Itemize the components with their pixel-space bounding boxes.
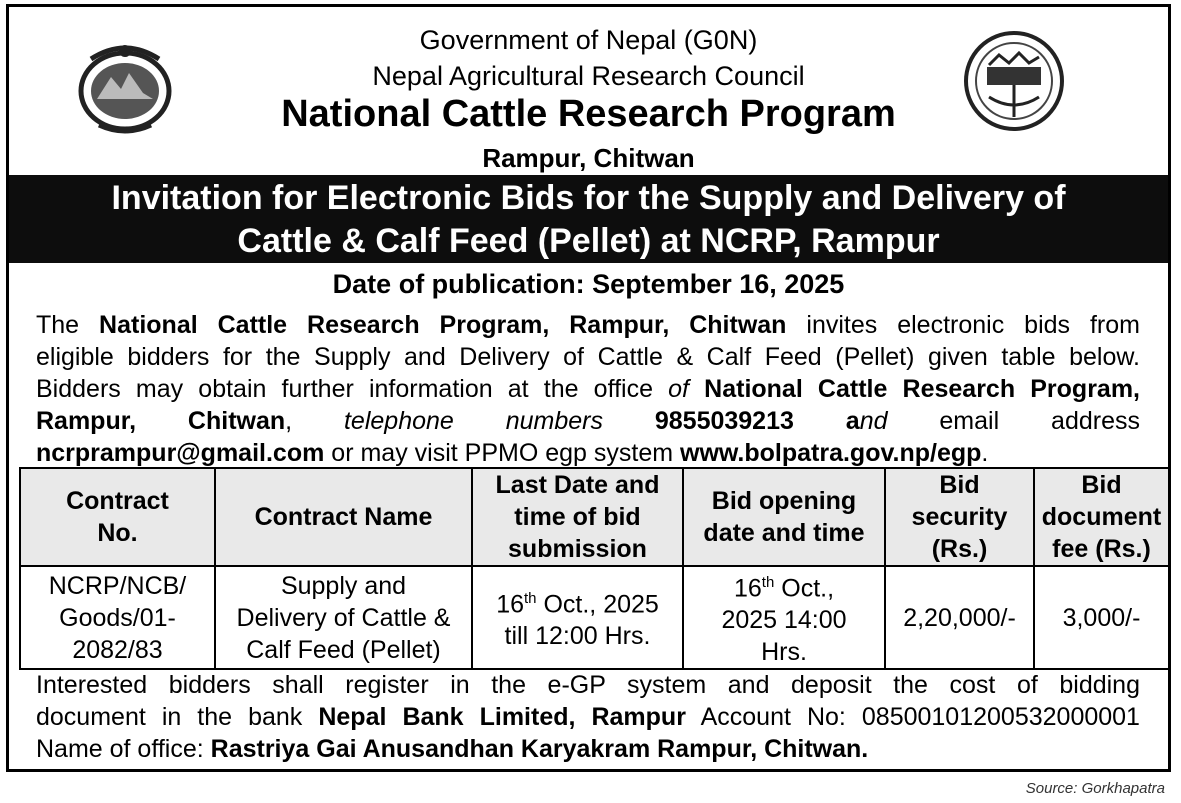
banner-line-1: Invitation for Electronic Bids for the Supply and Delivery of xyxy=(111,179,1066,217)
organization-name: National Cattle Research Program, Rampur, Chitwan xyxy=(99,311,787,339)
program-title: National Cattle Research Program xyxy=(281,93,896,135)
intro-line-5: ncrprampur@gmail.com or may visit PPMO egp system www.bolpatra.gov.np/egp. xyxy=(36,439,989,467)
invitation-banner xyxy=(9,175,1168,263)
banner-line-2: Cattle & Calf Feed (Pellet) at NCRP, Rampur xyxy=(237,222,940,260)
header-document-fee: Bid document fee (Rs.) xyxy=(1034,468,1169,566)
cell-document-fee: 3,000/- xyxy=(1034,566,1169,669)
government-line: Government of Nepal (G0N) xyxy=(419,25,758,55)
header-last-date: Last Date and time of bid submission xyxy=(472,468,683,566)
intro-line-1: The National Cattle Research Program, Rampur, Chitwan invites electronic bids from xyxy=(36,311,1140,339)
cell-bid-security: 2,20,000/- xyxy=(885,566,1034,669)
bank-name: Nepal Bank Limited, Rampur xyxy=(318,703,686,731)
intro-paragraph xyxy=(36,309,1140,469)
cell-bid-opening: 16th Oct., 2025 14:00 Hrs. xyxy=(683,566,885,669)
cell-contract-name: Supply and Delivery of Cattle & Calf Feed (Pellet) xyxy=(215,566,472,669)
header-bid-security: Bid security (Rs.) xyxy=(885,468,1034,566)
footer-line-1: Interested bidders shall register in the e-GP system and deposit the cost of bidding xyxy=(36,671,1140,699)
header-contract-name: Contract Name xyxy=(215,468,472,566)
bid-table xyxy=(19,467,1170,670)
egp-url: www.bolpatra.gov.np/egp xyxy=(680,439,982,467)
intro-line-4: Rampur, Chitwan, telephone numbers 9855039213 and email address xyxy=(36,407,1140,435)
publication-date: Date of publication: September 16, 2025 xyxy=(332,269,845,299)
table-header-row xyxy=(20,468,1169,566)
header-bid-opening: Bid opening date and time xyxy=(683,468,885,566)
table-row xyxy=(20,566,1169,669)
notice-header xyxy=(9,7,1168,177)
council-line: Nepal Agricultural Research Council xyxy=(372,61,805,91)
account-number: Account No: 08500101200532000001 xyxy=(700,703,1140,731)
telephone-number: 9855039213 xyxy=(654,407,794,435)
program-location: Rampur, Chitwan xyxy=(482,143,695,173)
footer-line-2: document in the bank Nepal Bank Limited, Rampur Account No: 08500101200532000001 xyxy=(36,703,1140,731)
intro-line-3: Bidders may obtain further information at the office of National Cattle Research Program, xyxy=(36,375,1140,403)
intro-line-2: eligible bidders for the Supply and Delivery of Cattle & Calf Feed (Pellet) given table below. xyxy=(36,343,1140,371)
source-credit: Source: Gorkhapatra xyxy=(1025,780,1165,797)
header-contract-no: Contract No. xyxy=(20,468,215,566)
footer-paragraph xyxy=(36,669,1140,765)
cell-last-date: 16th Oct., 2025 till 12:00 Hrs. xyxy=(472,566,683,669)
footer-line-3: Name of office: Rastriya Gai Anusandhan Karyakram Rampur, Chitwan. xyxy=(36,735,869,763)
office-name: Rastriya Gai Anusandhan Karyakram Rampur, Chitwan. xyxy=(210,735,869,763)
cell-contract-no: NCRP/NCB/ Goods/01- 2082/83 xyxy=(20,566,215,669)
email-address: ncrprampur@gmail.com xyxy=(36,439,325,467)
bid-notice xyxy=(6,4,1171,772)
